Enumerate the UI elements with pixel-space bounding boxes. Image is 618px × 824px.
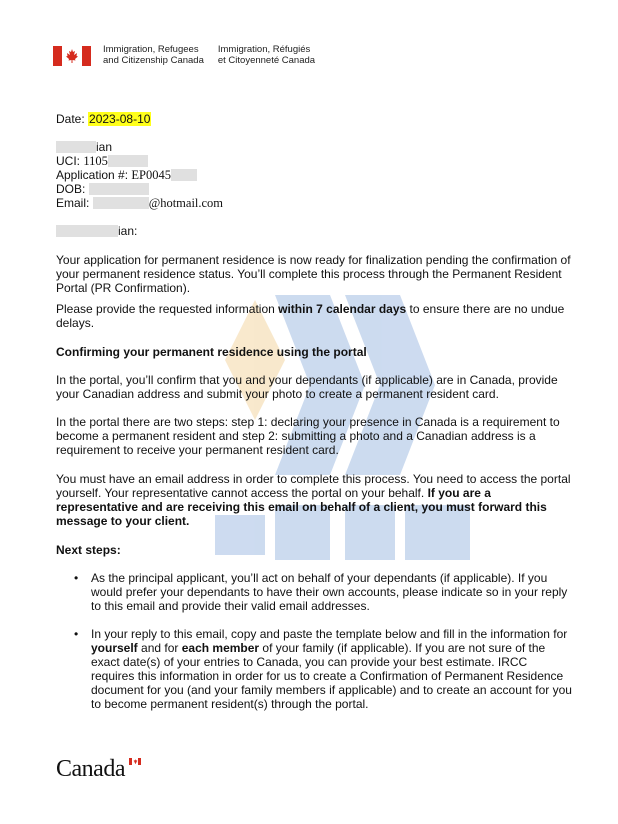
email-value: @hotmail.com <box>148 196 224 210</box>
paragraph-deadline: Please provide the requested information within 7 calendar days to ensure there are no undue delays. <box>56 302 565 330</box>
app-value: EP0045 <box>131 168 171 182</box>
name-suffix: ian <box>96 140 113 154</box>
paragraph-steps: In the portal there are two steps: step 1: declaring your presence in Canada is a requirement to become a permanent resident and step 2: submitting a photo and a Canadian address is a requirement to receive your permanent resident card. <box>56 415 560 457</box>
canada-flag-icon <box>53 46 91 66</box>
date-value: 2023-08-10 <box>89 112 151 126</box>
list-item: • As the principal applicant, you’ll act on behalf of your dependants (if applicable). If you would prefer your dependants to have their own accounts, please indicate so in your reply to this email and provide their valid email addresses. <box>74 571 568 613</box>
bullet-icon: • <box>74 627 79 641</box>
date-label: Date: <box>56 112 85 126</box>
org-name-fr: Immigration, Réfugiés et Citoyenneté Canada <box>217 44 316 66</box>
heading-next-steps: Next steps: <box>56 543 121 557</box>
bullet-icon: • <box>74 571 79 585</box>
salutation: ian: <box>56 224 572 238</box>
dob-label: DOB: <box>56 182 86 196</box>
recipient-info <box>56 140 572 210</box>
email-label: Email: <box>56 196 90 210</box>
representative-notice: If you are a representative and are receiving this email on behalf of a client, you must forward this message to your client. <box>56 486 547 528</box>
app-label: Application #: <box>56 168 129 182</box>
paragraph-email-requirement: You must have an email address in order to complete this process. You need to access the portal yourself. Your representative cannot access the portal on your behalf. If you are a representative and are receiving this email on behalf of a client, you must forward this message to your client. <box>56 472 571 528</box>
list-item: • In your reply to this email, copy and paste the template below and fill in the information for yourself and for each member of your family (if applicable). If you are not sure of the exact date(s) of your entries to Canada, you can provide your best estimate. IRCC requires this information in order for us to create a Confirmation of Permanent Residence document for you (and your family members if applicable) and to create an account for you to become permanent resident(s) through the portal. <box>74 627 572 711</box>
redacted-app <box>171 169 197 181</box>
redacted-salutation <box>56 225 118 237</box>
next-steps-list <box>56 571 572 711</box>
letterhead <box>53 44 315 66</box>
date-line <box>56 112 572 126</box>
paragraph-intro: Your application for permanent residence is now ready for finalization pending the confirmation of your permanent residence status. You’ll complete this process through the Permanent Resident Portal (PR Confirmation). <box>56 253 571 295</box>
canada-wordmark: Canada <box>56 756 125 783</box>
redacted-uci <box>108 155 148 167</box>
uci-label: UCI: <box>56 154 80 168</box>
redacted-dob <box>89 183 149 195</box>
redacted-email <box>93 197 149 209</box>
paragraph-portal: In the portal, you’ll confirm that you and your dependants (if applicable) are in Canada, provide your Canadian address and submit your photo to create a permanent resident card. <box>56 373 558 401</box>
org-name-en: Immigration, Refugees and Citizenship Canada <box>103 44 204 66</box>
mini-flag-icon <box>129 758 141 765</box>
uci-value: 1105 <box>83 154 108 168</box>
redacted-name <box>56 141 96 153</box>
heading-confirming: Confirming your permanent residence using the portal <box>56 345 367 359</box>
deadline-emphasis: within 7 calendar days <box>278 302 407 316</box>
